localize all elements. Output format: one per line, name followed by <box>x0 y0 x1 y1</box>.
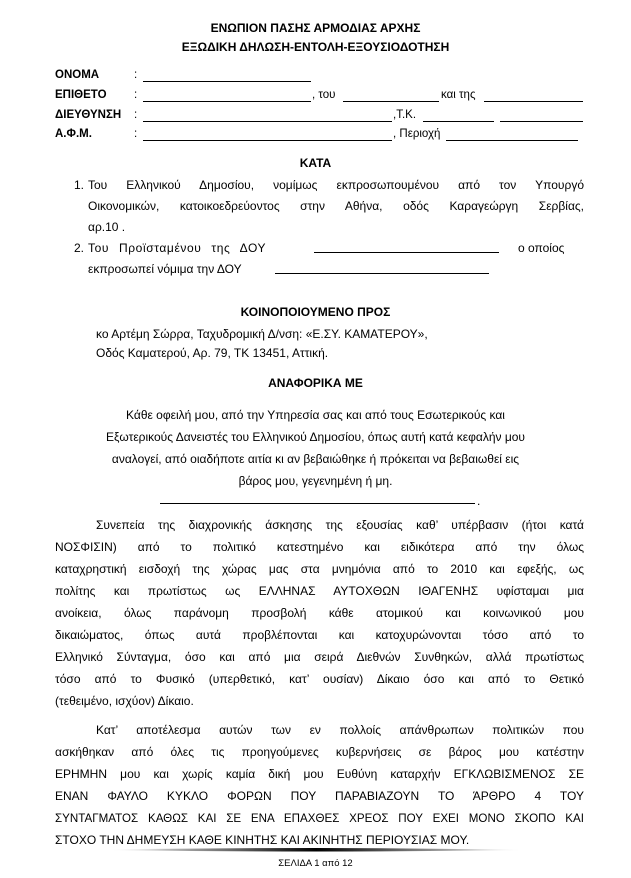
document-subtitle: ΕΞΩΔΙΚΗ ΔΗΛΩΣΗ-ΕΝΤΟΛΗ-ΕΞΟΥΣΙΟΔΟΤΗΣΗ <box>181 40 450 54</box>
mother-name-field[interactable] <box>484 101 583 102</box>
surname-field[interactable] <box>143 101 311 102</box>
region-field[interactable] <box>446 140 578 141</box>
father-name-label: , του <box>312 89 336 101</box>
regarding-line-1: Κάθε οφειλή μου, από την Υπηρεσία σας και από τους Εσωτερικούς και <box>126 408 505 422</box>
regarding-line-2: Εξωτερικούς Δανειστές του Ελληνικού Δημοσίου, όπως αυτή κατά κεφαλήν μου <box>106 430 525 444</box>
paragraph-1-line-6: δικαιώματος, όπως αυτά προβλέπονται και κατοχυρώνονται τόσο από το <box>55 628 584 642</box>
kata-heading: ΚΑΤΑ <box>299 156 332 170</box>
paragraph-2-line-1: Κατ’ αποτέλεσμα αυτών των εν πολλοίς απάνθρωπων πολιτικών που <box>96 723 584 737</box>
kata-item-1-line-1: Του Ελληνικού Δημοσίου, νομίμως εκπροσωπουμένου από τον Υπουργό <box>88 178 584 192</box>
paragraph-2-line-5: ΣΥΝΤΑΓΜΑΤΟΣ ΚΑΘΩΣ ΚΑΙ ΣΕ ΕΝΑ ΕΠΑΧΘΕΣ ΧΡΕΟΣ ΠΟΥ ΕΧΕΙ ΜΟΝΟ ΣΚΟΠΟ ΚΑΙ <box>55 812 584 825</box>
paragraph-2-line-2: ασκήθηκαν από όλες τις προηγούμενες κυβερνήσεις σε βάρος μου κατέστην <box>55 745 584 759</box>
address-field[interactable] <box>143 121 392 122</box>
document-title: ΕΝΩΠΙΟΝ ΠΑΣΗΣ ΑΡΜΟΔΙΑΣ ΑΡΧΗΣ <box>210 21 421 35</box>
kata-item-2-line-2: εκπροσωπεί νόμιμα την ΔΟΥ <box>88 262 242 276</box>
surname-label: ΕΠΙΘΕΤΟ <box>55 89 107 101</box>
paragraph-1-line-5: ανοίκεια, όλως παράνομη προσβολή κάθε ατομικού και κοινωνικού μου <box>55 606 584 620</box>
postal-code-label: ,Τ.Κ. <box>393 109 417 121</box>
kata-item-2-tou-text: Του Προϊσταμένου της ΔΟΥ <box>88 241 267 255</box>
surname-colon: : <box>134 89 138 101</box>
separator-dot: . <box>477 494 481 508</box>
notified-line-1: κο Αρτέμη Σώρρα, Ταχυδρομική Δ/νση: «Ε.ΣΥ. ΚΑΜΑΤΕΡΟΥ», <box>96 327 428 341</box>
address-colon: : <box>134 109 138 121</box>
separator-line <box>160 503 475 504</box>
regarding-heading: ΑΝΑΦΟΡΙΚΑ ΜΕ <box>268 376 363 390</box>
doy-represented-field[interactable] <box>275 273 489 274</box>
afm-field[interactable] <box>143 140 392 141</box>
paragraph-1-line-8: τόσο από το Φυσικό (υπερθετικό, κατ’ ουσίαν) Δίκαιο όσο και από το Θετικό <box>55 672 584 686</box>
notified-line-2: Οδός Καματερού, Αρ. 79, ΤΚ 13451, Αττική. <box>96 346 329 360</box>
region-label: , Περιοχή <box>393 128 441 140</box>
paragraph-2-line-4: ΕΝΑΝ ΦΑΥΛΟ ΚΥΚΛΟ ΦΟΡΩΝ ΠΟΥ ΠΑΡΑΒΙΑΖΟΥΝ ΤΟ ΆΡΘΡΟ 4 ΤΟΥ <box>55 789 584 803</box>
paragraph-2-line-6: ΣΤΟΧΟ ΤΗΝ ΔΗΜΕΥΣΗ ΚΑΘΕ ΚΙΝΗΤΗΣ ΚΑΙ ΑΚΙΝΗΤΗΣ ΠΕΡΙΟΥΣΙΑΣ ΜΟΥ. <box>55 833 470 847</box>
kata-item-2-line-1-end: ο οποίος <box>518 241 565 255</box>
paragraph-2-line-3: ΕΡΗΜΗΝ μου και χωρίς καμία δική μου Ευθύνη καταρχήν ΕΓΚΛΩΒΙΣΜΕΝΟΣ ΣΕ <box>55 767 584 781</box>
page-number: ΣΕΛΙΔΑ 1 από 12 <box>278 858 353 869</box>
paragraph-1-line-4: πολίτης και πρωτίστως ως ΕΛΛΗΝΑΣ ΑΥΤΟΧΘΩΝ ΙΘΑΓΕΝΗΣ υφίσταμαι μια <box>55 584 584 598</box>
name-colon: : <box>134 69 138 81</box>
footer-divider <box>110 846 522 854</box>
name-label: ΟΝΟΜΑ <box>55 69 100 81</box>
address-label: ΔΙΕΥΘΥΝΣΗ <box>55 109 122 121</box>
postal-code-field[interactable] <box>423 121 494 122</box>
name-field[interactable] <box>143 81 311 82</box>
paragraph-1-line-3: καταχρηστική εισδοχή της χώρας μας στα μνημόνια από το 2010 και εφεξής, ως <box>55 562 584 576</box>
afm-colon: : <box>134 128 138 140</box>
afm-label: Α.Φ.Μ. <box>55 128 92 140</box>
kata-item-1-number: 1. <box>74 178 85 192</box>
notified-heading: ΚΟΙΝΟΠΟΙΟΥΜΕΝΟ ΠΡΟΣ <box>240 305 391 319</box>
postal-code-extra-field[interactable] <box>500 121 583 122</box>
kata-item-2-line-1-start <box>88 238 318 260</box>
paragraph-1-line-7: Ελληνικό Σύνταγμα, όσο και από μια σειρά Διεθνών Συνθηκών, αλλά πρωτίστως <box>55 650 584 664</box>
kata-item-2-number: 2. <box>74 241 85 255</box>
doy-field[interactable] <box>314 252 499 253</box>
father-name-field[interactable] <box>343 101 439 102</box>
paragraph-1-line-2: ΝΟΣΦΙΣΙΝ) από το πολιτικό κατεστημένο και ειδικότερα από την όλως <box>55 540 584 554</box>
kata-item-1-line-2: Οικονομικών, κατοικοεδρεύοντος στην Αθήνα, οδός Καραγεώργη Σερβίας, <box>88 199 584 213</box>
mother-name-label: και της <box>441 89 476 101</box>
regarding-line-3: αναλογεί, από οιαδήποτε αιτία κι αν βεβαιώθηκε ή πρόκειται να βεβαιωθεί εις <box>111 452 520 466</box>
paragraph-1-line-9: (τεθειμένο, ισχύον) Δίκαιο. <box>55 694 194 708</box>
kata-item-1-line-3: αρ.10 . <box>88 220 126 234</box>
paragraph-1-line-1: Συνεπεία της διαχρονικής άσκησης της εξουσίας καθ’ υπέρβασιν (ήτοι κατά <box>96 518 584 532</box>
regarding-line-4: βάρος μου, γεγενημένη ή μη. <box>238 474 393 488</box>
